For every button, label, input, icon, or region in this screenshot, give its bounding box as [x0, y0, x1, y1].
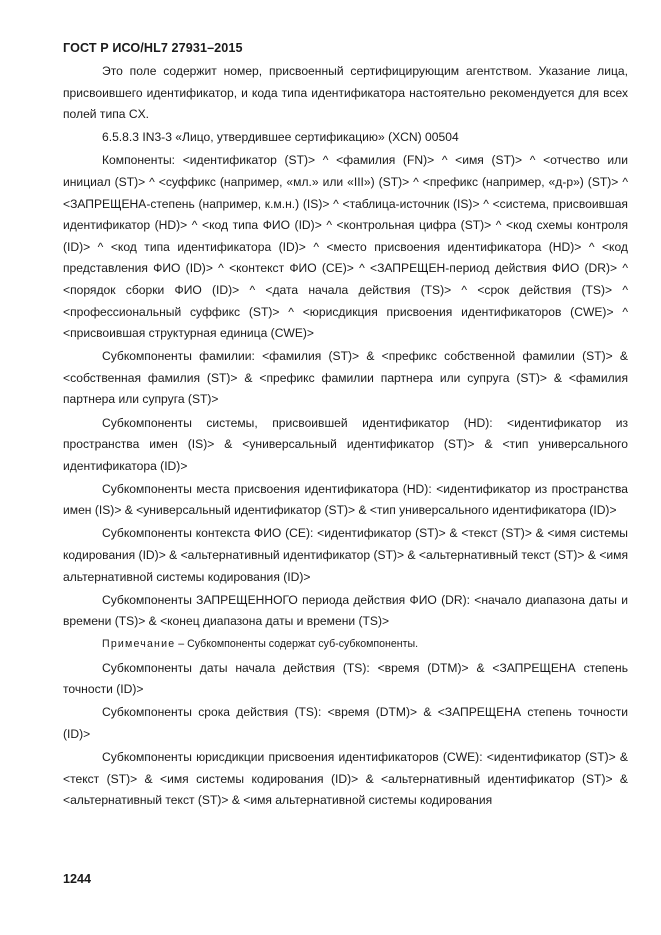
document-header: ГОСТ Р ИСО/HL7 27931–2015 — [63, 41, 243, 55]
jurisdiction-subcomponents: Субкомпоненты юрисдикции присвоения идентификаторов (CWE): <идентификатор (ST)> & <текст (ST)> & <имя системы кодирования (ID)> & <альтернативный идентификатор (ST)> & <альтернативный текст (ST)> & <имя альтернативной системы кодирования — [63, 749, 628, 808]
effective-date-subcomponents: Субкомпоненты даты начала действия (TS): <время (DTM)> & <ЗАПРЕЩЕНА степень точности (ID)> — [63, 660, 628, 697]
note — [63, 634, 628, 656]
family-name-subcomponents: Субкомпоненты фамилии: <фамилия (ST)> & <префикс собственной фамилии (ST)> & <собственная фамилия (ST)> & <префикс фамилии партнера или супруга (ST)> & <фамилия партнера или супруга (ST)> — [63, 349, 628, 407]
expiration-date-subcomponents: Субкомпоненты срока действия (TS): <время (DTM)> & <ЗАПРЕЩЕНА степень точности (ID)> — [63, 705, 628, 741]
note-label: Примечание — [102, 638, 176, 651]
components-paragraph: Компоненты: <идентификатор (ST)> ^ <фамилия (FN)> ^ <имя (ST)> ^ <отчество или инициал (ST)> ^ <суффикс (например, «мл.» или «III») (ST)> ^ <префикс (например, «д-р») (ST)> ^ <ЗАПРЕЩЕНА-степень (например, к.м.н.) (IS)> ^ <таблица-источник (IS)> ^ <система, присвоившая идентификатор (HD)> ^ <код типа ФИО (ID)> ^ <контрольная цифра (ST)> ^ <код схемы контроля (ID)> ^ <код типа идентификатора (ID)> ^ <место присвоения идентификатора (HD)> ^ <код представления ФИО (ID)> ^ <контекст ФИО (CE)> ^ <ЗАПРЕЩЕН-период действия ФИО (DR)> ^ <порядок сборки ФИО (ID)> ^ <дата начала действия (TS)> ^ <срок действия (TS)> ^ <профессиональный суффикс (ST)> ^ <юрисдикция присвоения идентификаторов (CWE)> ^ <присвоившая структурная единица (CWE)> — [63, 153, 628, 341]
body-text — [63, 61, 628, 813]
page-number: 1244 — [63, 872, 92, 886]
section-heading: 6.5.8.3 IN3-3 «Лицо, утвердившее сертификацию» (XCN) 00504 — [102, 130, 459, 145]
name-context-subcomponents: Субкомпоненты контекста ФИО (CE): <идентификатор (ST)> & <текст (ST)> & <имя системы кодирования (ID)> & <альтернативный идентификатор (ST)> & <альтернативный текст (ST)> & <имя альтернативной системы кодирования (ID)> — [63, 526, 628, 584]
note-text: – Субкомпоненты содержат суб-субкомпоненты. — [175, 638, 419, 651]
assigning-facility-subcomponents: Субкомпоненты места присвоения идентификатора (HD): <идентификатор из пространства имен (IS)> & <универсальный идентификатор (ST)> & <тип универсального идентификатора (ID)> — [63, 481, 628, 518]
assigning-system-subcomponents: Субкомпоненты системы, присвоившей идентификатор (HD): <идентификатор из пространства имен (IS)> & <универсальный идентификатор (ST)> & <тип универсального идентификатора (ID)> — [63, 415, 628, 473]
name-validity-range-subcomponents: Субкомпоненты ЗАПРЕЩЕННОГО периода действия ФИО (DR): <начало диапазона даты и времени (TS)> & <конец диапазона даты и времени (TS)> — [63, 592, 628, 629]
cx-field-paragraph: Это поле содержит номер, присвоенный сертифицирующим агентством. Указание лица, присвоившего идентификатор, и кода типа идентификатора настоятельно рекомендуется для всех полей типа CX. — [63, 64, 628, 122]
